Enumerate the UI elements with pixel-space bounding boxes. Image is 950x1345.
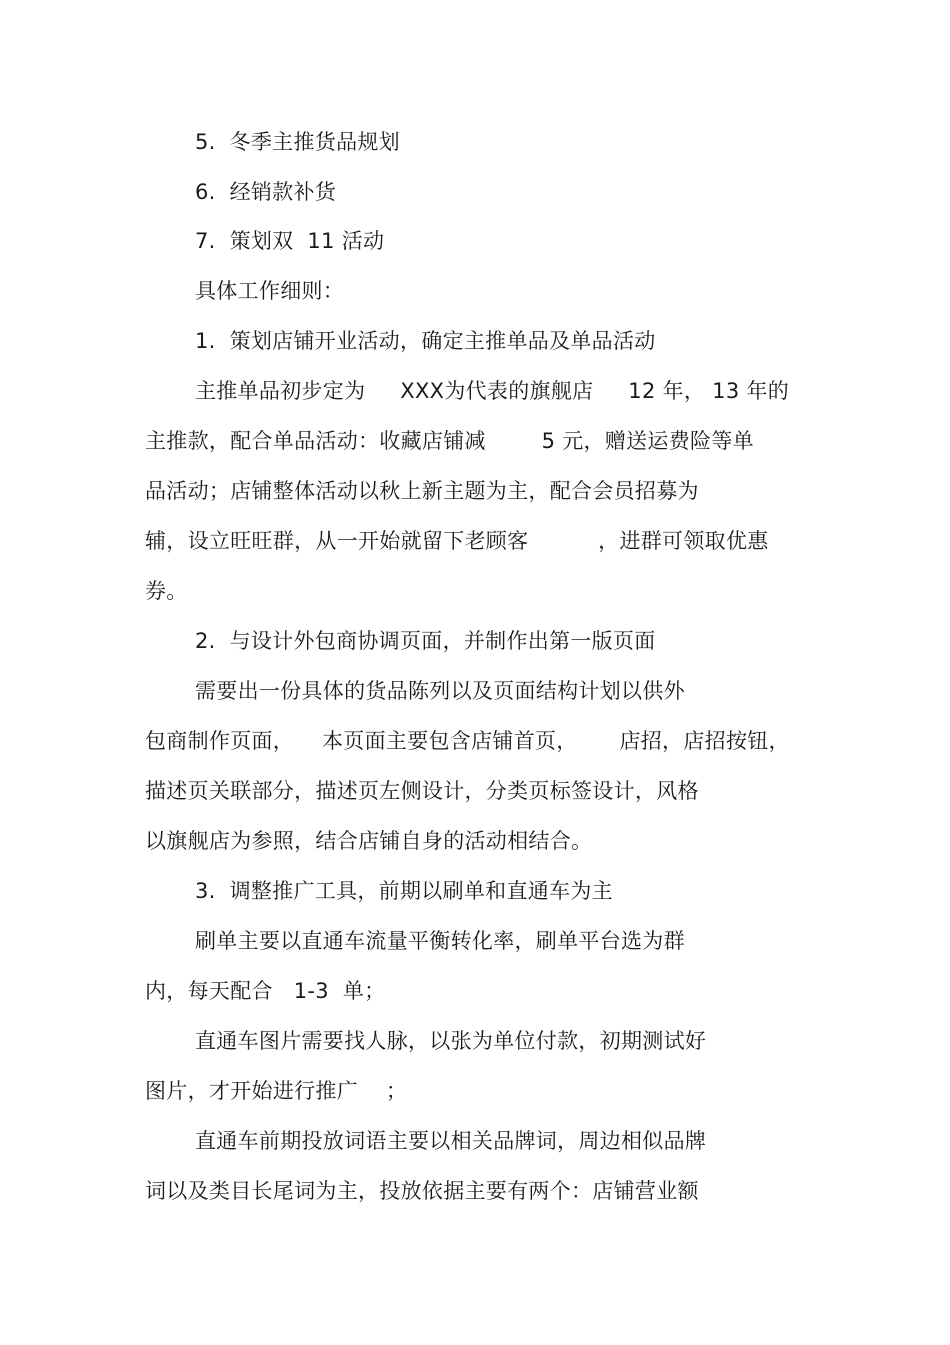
paragraph-line: 主推单品初步定为 XXX为代表的旗舰店 12 年， 13 年的 [195, 379, 790, 403]
paragraph-line: 包商制作页面， 本页面主要包含店铺首页， 店招，店招按钮， [145, 729, 790, 753]
paragraph-line: 词以及类目长尾词为主，投放依据主要有两个：店铺营业额 [145, 1179, 699, 1203]
detail-heading-3: 3. 调整推广工具，前期以刷单和直通车为主 [195, 879, 613, 903]
list-item-5: 5. 冬季主推货品规划 [195, 130, 400, 154]
paragraph-line: 刷单主要以直通车流量平衡转化率，刷单平台选为群 [195, 929, 685, 953]
paragraph-line: 品活动；店铺整体活动以秋上新主题为主，配合会员招募为 [145, 479, 699, 503]
paragraph-line: 需要出一份具体的货品陈列以及页面结构计划以供外 [195, 679, 685, 703]
detail-heading-1: 1. 策划店铺开业活动，确定主推单品及单品活动 [195, 329, 656, 353]
paragraph-line: 直通车前期投放词语主要以相关品牌词，周边相似品牌 [195, 1129, 707, 1153]
paragraph-line: 图片，才开始进行推广 ； [145, 1079, 408, 1103]
paragraph-line: 内，每天配合 1-3 单； [145, 979, 386, 1003]
paragraph-line: 主推款，配合单品活动：收藏店铺减 5 元，赠送运费险等单 [145, 429, 754, 453]
detail-heading-2: 2. 与设计外包商协调页面，并制作出第一版页面 [195, 629, 656, 653]
section-heading: 具体工作细则： [195, 279, 345, 303]
paragraph-line: 描述页关联部分，描述页左侧设计，分类页标签设计，风格 [145, 779, 699, 803]
list-item-6: 6. 经销款补货 [195, 180, 337, 204]
paragraph-line: 辅，设立旺旺群，从一开始就留下老顾客 ，进群可领取优惠 [145, 529, 769, 553]
paragraph-line: 直通车图片需要找人脉，以张为单位付款，初期测试好 [195, 1029, 707, 1053]
list-item-7: 7. 策划双 11 活动 [195, 229, 385, 253]
paragraph-line: 券。 [145, 579, 188, 603]
paragraph-line: 以旗舰店为参照，结合店铺自身的活动相结合。 [145, 829, 593, 853]
